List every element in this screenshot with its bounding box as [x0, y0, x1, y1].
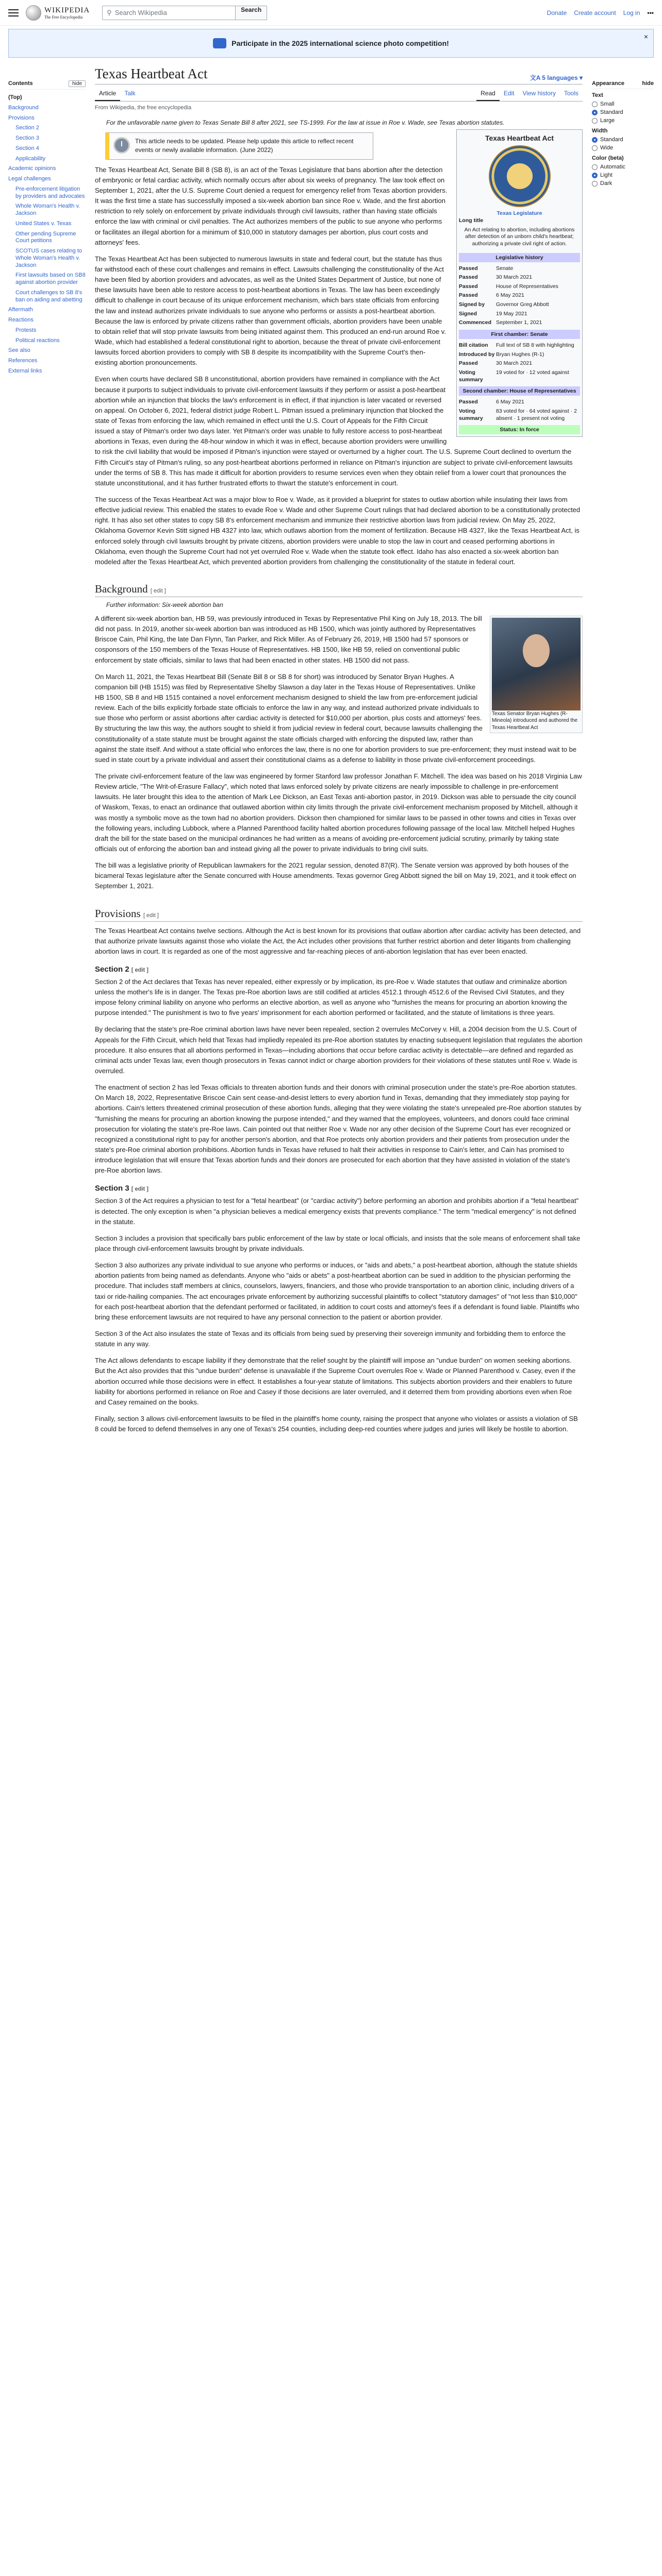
infobox [456, 129, 583, 437]
edit-link[interactable]: [ edit ] [131, 1186, 148, 1193]
appearance-option[interactable] [592, 116, 654, 125]
text-size-label: Text [592, 92, 603, 98]
search-input[interactable]: ⚲ Search Wikipedia [102, 6, 236, 20]
long-title-text: An Act relating to abortion, including abortions after detection of an unborn child's heartbeat; authorizing a private civil right of action. [464, 226, 575, 247]
page-tabs [95, 87, 583, 101]
toc-item[interactable]: Aftermath [8, 307, 33, 313]
infobox-row-label: Passed [459, 283, 478, 290]
toc-item[interactable]: SCOTUS cases relating to Whole Woman's Health v. Jackson [15, 248, 82, 268]
legislative-history-header: Legislative history [459, 253, 580, 262]
paragraph: The enactment of section 2 has led Texas officials to threaten abortion funds and their donors with criminal prosecution under the state's pre-Roe abortion statutes. On March 18, 2022, Representative Briscoe Cain sent cease-and-desist letters to every abortion fund in Texas, demanding that they immediately stop paying for abortions. Cain's letters threatened criminal prosecution of these abortion funds, alleging that they were violating the state's unrepealed pre-Roe abortion statutes by "furnishing the means for procuring an abortion knowing the purpose intended," and they warned that the employees, volunteers, and donors could face criminal prosecution for violating the state's pre-Roe laws. Cain pointed out that neither Roe v. Wade nor any other decision of the Supreme Court has ever recognized or recognized a constitutional right to pay for another person's abortion, and that Roe protects only abortion providers and their patients from prosecution under the state's pre-Roe criminal abortion prohibitions. Abortion funds in Texas have refused to halt their activities in response to Cain's letter, and Cain has promised to introduce legislation that will ensure that Texas abortion funds and their donors are prosecuted for each abortion that they have assisted in violation of the state's pre-Roe abortion laws. [95, 1083, 582, 1175]
toc-item[interactable]: See also [8, 347, 30, 354]
language-button[interactable]: 文A 5 languages ▾ [529, 74, 583, 81]
toc-item[interactable]: Political reactions [15, 337, 60, 344]
infobox-row [459, 398, 580, 407]
infobox-row-value: 19 May 2021 [496, 310, 527, 317]
toc-title: Contents [8, 80, 33, 87]
toc-item[interactable]: (Top) [8, 94, 22, 100]
infobox-row-value: Governor Greg Abbott [496, 301, 549, 308]
toc-item[interactable]: Section 4 [15, 145, 39, 151]
infobox-row-label: Passed [459, 360, 478, 367]
paragraph: By declaring that the state's pre-Roe criminal abortion laws have never been repealed, section 2 overrules McCorvey v. Hill, a 2004 decision from the U.S. Court of Appeals for the Fifth Circuit, which held that Texas had impliedly repealed its pre-Roe abortion statutes by enacting subsequent legislation that regulates the abortion procedure. It also ensures that all abortions performed in Texas—including abortions that occur before cardiac activity is detectable—are defined and regarded as criminal acts under Texas law, even though prosecutors in Texas cannot indict or charge abortion providers for their violations of these statutes until Roe v. Wade is overruled. [95, 1025, 583, 1075]
radio-icon [592, 101, 598, 107]
search-button[interactable]: Search [236, 6, 267, 20]
search-form [102, 6, 267, 20]
infobox-row-value: 6 May 2021 [496, 399, 524, 405]
paragraph: Finally, section 3 allows civil-enforcement lawsuits to be filed in the plaintiff's home county, raising the prospect that anyone who violates or assists a violation of SB 8 could be forced to defend themselves in any one of Texas's 254 counties, including deep-red counties where judges and juries will likely be hostile to abortion. [95, 1414, 578, 1433]
infobox-row [459, 282, 580, 292]
paragraph: The Texas Heartbeat Act, Senate Bill 8 (SB 8), is an act of the Texas Legislature that bans abortion after the detection of embryonic or fetal cardiac activity, which normally occurs after about six weeks of pregnancy. The law took effect on September 1, 2021, after the U.S. Supreme Court denied a request for emergency relief from Texas abortion providers. It was the first time a state has successfully imposed a six-week abortion ban since Roe v. Wade, and the first abortion restriction to rely solely on enforcement by private individuals through civil lawsuits, rather than having state officials enforce the law with criminal or civil penalties. The Act authorizes members of the public to sue anyone who performs or facilitates an illegal abortion for a minimum of $10,000 in statutory damages per abortion, plus court costs and attorneys' fees. [95, 165, 448, 246]
paragraph: On March 11, 2021, the Texas Heartbeat Bill (Senate Bill 8 or SB 8 for short) was introduced by Senator Bryan Hughes. A companion bill (HB 1515) was filed by Representative Shelby Slawson a day later in the Texas House of Representatives. Unlike HB 1500, SB 8 and HB 1515 contained a novel enforcement mechanism designed to shield the law from pre-enforcement judicial review. Each of the bills explicitly forbade state officials to enforce the law in any way, and instead authorized private individuals to sue those who perform or assist abortions after cardiac activity is detected for $10,000 per abortion, plus costs and attorneys' fees. By structuring the law this way, the authors sought to shield it from judicial review in federal court, because lawsuits challenging the constitutionality of a state statute must be brought against the state officials charged with enforcing the disputed law, rather than against the state itself. And without a state official who enforces the law, there is no one for abortion providers to sue pre-enforcement; they must instead wait to be sued in state court by a private individual and assert their constitutional claims as a defense to liability in those private civil-enforcement proceedings. [95, 672, 577, 764]
section-heading-background: Background [ edit ] [95, 583, 583, 597]
toc-item[interactable]: Academic opinions [8, 165, 56, 172]
color-label: Color (beta) [592, 155, 624, 161]
appearance-option-label: Small [600, 101, 615, 107]
hatnote: For the unfavorable name given to Texas Senate Bill 8 after 2021, see TS-1999. For the law at issue in Roe v. Wade, see Texas abortion statutes. [106, 119, 505, 126]
infobox-row-label: Voting summary [459, 408, 483, 421]
table-of-contents [8, 61, 86, 1440]
infobox-row-value: 83 voted for · 64 voted against · 2 absent · 1 present not voting [496, 408, 577, 421]
globe-icon [26, 5, 41, 21]
login-link[interactable]: Log in [623, 9, 640, 16]
status-badge: Status: In force [459, 425, 580, 434]
more-options-icon[interactable]: ••• [647, 9, 654, 16]
appearance-option[interactable] [592, 144, 654, 152]
tab-article[interactable]: Article [95, 87, 120, 101]
toc-item[interactable]: Other pending Supreme Court petitions [15, 230, 76, 244]
radio-icon [592, 181, 598, 187]
paragraph: The bill was a legislative priority of Republican lawmakers for the 2021 regular session, denoted 87(R). The Senate version was approved by both houses of the bicameral Texas legislature after the Senate concurred with House amendments. Texas governor Greg Abbott signed the bill on May 19, 2021, and it took effect on September 1, 2021. [95, 861, 576, 890]
paragraph: The Texas Heartbeat Act has been subjected to numerous lawsuits in state and federal court, but the statute has thus far withstood each of these court challenges and remains in effect. Lawsuits challenging the constitutionality of the Act have been filed by abortion providers and advocates, as well as the United States Department of Justice, but none of these lawsuits have been able to restore access to post-heartbeat abortions in Texas. The law has been exceedingly difficult to challenge in court because of its unique enforcement mechanism, which bars state officials from enforcing the law and instead authorizes private individuals to sue anyone who performs or assists a post-heartbeat abortion. Because the law is enforced by private citizens rather than government officials, abortion providers have been unable to obtain relief that will stop private lawsuits from being initiated against them. This produced an end-run around Roe v. Wade, which had established a federal constitutional right to abortion, because the threat of private civil-enforcement lawsuits forced abortion providers to comply with SB 8 despite its incompatibility with the Supreme Court's then-existing abortion pronouncements. [95, 255, 446, 367]
infobox-row [459, 300, 580, 310]
appearance-option-label: Dark [600, 180, 613, 187]
infobox-row [459, 310, 580, 319]
brand-subtitle: The Free Encyclopedia [44, 14, 83, 20]
tab-talk[interactable]: Talk [124, 90, 136, 97]
section-heading-section-3: Section 3 [ edit ] [95, 1184, 148, 1193]
toc-item[interactable]: Pre-enforcement litigation by providers and advocates [15, 185, 85, 199]
infobox-title: Texas Heartbeat Act [485, 134, 554, 142]
long-title-label: Long title [459, 217, 484, 224]
radio-icon [592, 145, 598, 151]
infobox-row-value: 19 voted for · 12 voted against [496, 369, 569, 376]
infobox-row-label: Passed [459, 265, 478, 272]
donate-link[interactable]: Donate [547, 9, 567, 16]
infobox-row-label: Passed [459, 399, 478, 405]
paragraph: Section 3 of the Act also insulates the state of Texas and its officials from being sued by preserving their sovereign immunity and forbidding them to enforce the statute in any way. [95, 1330, 566, 1348]
infobox-row-value: Bryan Hughes (R-1) [496, 351, 544, 358]
infobox-row-label: Signed by [459, 301, 485, 308]
infobox-row [459, 341, 580, 350]
radio-icon [592, 110, 598, 115]
infobox-row-value: September 1, 2021 [496, 319, 542, 326]
update-notice-text: This article needs to be updated. Please help update this article to reflect recent events or newly available information. (June 2022) [135, 138, 354, 154]
radio-icon [592, 164, 598, 170]
toc-item[interactable]: Provisions [8, 114, 35, 121]
toc-item[interactable]: Protests [15, 327, 37, 333]
width-label: Width [592, 128, 608, 134]
infobox-row-label: Voting summary [459, 369, 483, 383]
wikipedia-logo[interactable] [26, 5, 90, 21]
appearance-option[interactable] [592, 179, 654, 188]
infobox-row [459, 264, 580, 274]
further-info: Further information: Six-week abortion ban [106, 601, 223, 608]
infobox-row-label: Commenced [459, 319, 492, 326]
toc-item[interactable]: Whole Woman's Health v. Jackson [15, 203, 80, 216]
radio-icon [592, 173, 598, 178]
appearance-option[interactable] [592, 163, 654, 171]
close-icon[interactable]: × [643, 32, 648, 41]
infobox-row-value: Senate [496, 265, 514, 272]
toc-item[interactable]: References [8, 358, 38, 364]
edit-link[interactable]: [ edit ] [131, 967, 148, 973]
appearance-panel [592, 61, 654, 1440]
tab-tools[interactable]: Tools [564, 90, 578, 97]
paragraph: A different six-week abortion ban, HB 59, was previously introduced in Texas by Representative Phil King on July 18, 2013. The bill did not pass. In 2019, another six-week abortion ban was introduced as HB 1500, which was jointly authored by Representatives Briscoe Cain, Phil King, the late Dan Flynn, Tan Parker, and Rick Miller. As of February 26, 2019, HB 1500 had 57 sponsors or cosponsors of the 150 members of the Texas House of Representatives. HB 1500, like HB 59, relied on conventional public enforcement by state officials, similar to laws that had been enacted in other states. HB 1500 did not pass. [95, 614, 482, 664]
user-links [547, 9, 654, 16]
infobox-row [459, 291, 580, 300]
toc-item[interactable]: Section 3 [15, 135, 39, 141]
appearance-option-label: Light [600, 172, 613, 178]
toc-item[interactable]: Reactions [8, 317, 34, 323]
tab-view-history[interactable]: View history [522, 90, 556, 97]
bryan-hughes-photo[interactable] [492, 618, 581, 710]
paragraph: The Texas Heartbeat Act contains twelve sections. Although the Act is best known for its provisions that outlaw abortion after cardiac activity has been detected, and that authorize private lawsuits against those who violate the Act, the Act includes other provisions that further restrict abortion and deter litigants from challenging abortion laws in court. It is regarded as one of the most aggressive and far-reaching pieces of anti-abortion legislation that has ever been enacted. [95, 926, 581, 955]
site-header [0, 0, 662, 26]
appearance-option[interactable] [592, 135, 654, 144]
paragraph: Section 3 also authorizes any private individual to sue anyone who performs or induces, or "aids and abets," a post-heartbeat abortion, although the statute shields abortion patients from being named as defendants. Anyone who "aids or abets" a post-heartbeat abortion can be sued in addition to the physician performing the procedure. That includes staff members at clinics, counselors, lawyers, financiers, and those who provide transportation to an abortion clinic, including drivers of a taxi or ride-hailing companies. The act encourages private enforcement by authorizing successful plaintiffs to collect "statutory damages" of "not less than $10,000" for each post-heartbeat abortion that the defendant performed or facilitated, in addition to court costs and attorney's fees if a defendant is found liable. Plaintiffs who bring these enforcement lawsuits are not required to have any personal connection to the patient or abortion provider. [95, 1261, 580, 1321]
infobox-row [459, 318, 580, 328]
infobox-row-value: House of Representatives [496, 283, 558, 290]
paragraph: Section 3 includes a provision that specifically bars public enforcement of the law by state or local officials, and insists that the sole means of enforcement shall take place through civil-enforcement lawsuits brought by private individuals. [95, 1234, 581, 1253]
main-content [86, 61, 592, 1440]
section-heading-provisions: Provisions [ edit ] [95, 907, 583, 922]
infobox-row-value: Full text of SB 8 with highlighting [496, 342, 574, 349]
tagline: From Wikipedia, the free encyclopedia [95, 105, 192, 111]
infobox-row [459, 407, 580, 423]
infobox-row-label: Passed [459, 274, 478, 281]
section-heading-section-2: Section 2 [ edit ] [95, 964, 148, 974]
appearance-option-label: Wide [600, 145, 614, 151]
infobox-row-label: Signed [459, 310, 477, 317]
infobox-row-label: Bill citation [459, 342, 488, 349]
toc-hide-button[interactable]: hide [69, 80, 86, 87]
appearance-option-label: Large [600, 117, 615, 124]
appearance-option[interactable] [592, 171, 654, 179]
first-chamber-header: First chamber: Senate [459, 330, 580, 339]
tab-read[interactable]: Read [476, 87, 500, 101]
search-icon: ⚲ [107, 8, 112, 16]
tab-edit[interactable]: Edit [503, 90, 515, 97]
appearance-option-label: Standard [600, 109, 623, 115]
paragraph: Section 2 of the Act declares that Texas has never repealed, either expressly or by implication, its pre-Roe v. Wade statutes that outlaw and criminalize abortion unless the mother's life is in danger. The Texas pre-Roe abortion laws are still codified at articles 4512.1 through 4512.6 of the Revised Civil Statutes, and they impose felony criminal liability on anyone who performs an elective abortion, as well as anyone who "furnishes the means for procuring an abortion knowing the purpose intended." The punishment is two to five years' imprisonment for each abortion performed or facilitated, and the statute of limitations is three years. [95, 977, 567, 1017]
second-chamber-header: Second chamber: House of Representatives [459, 386, 580, 396]
page-title: Texas Heartbeat Act [95, 66, 208, 81]
toc-item[interactable]: Court challenges to SB 8's ban on aiding and abetting [15, 289, 82, 303]
site-notice-banner [8, 29, 654, 58]
infobox-row [459, 350, 580, 360]
toc-item[interactable]: Background [8, 104, 39, 111]
infobox-row-label: Introduced by [459, 351, 495, 358]
texas-seal-image[interactable] [489, 145, 551, 207]
appearance-option-label: Automatic [600, 164, 625, 170]
radio-icon [592, 137, 598, 143]
update-notice [105, 132, 373, 160]
create-account-link[interactable]: Create account [574, 9, 616, 16]
infobox-row [459, 368, 580, 384]
appearance-option[interactable] [592, 100, 654, 108]
infobox-row-label: Passed [459, 292, 478, 299]
infobox-row-value: 6 May 2021 [496, 292, 524, 299]
infobox-row-value: 30 March 2021 [496, 360, 533, 367]
brand-title: WIKIPEDIA [44, 6, 90, 14]
paragraph: The success of the Texas Heartbeat Act was a major blow to Roe v. Wade, as it provided a blueprint for states to outlaw abortion while insulating their laws from effective judicial review. This enabled the states to evade Roe v. Wade and other Supreme Court rulings that had declared abortion to be a constitutionally protected right. It has also set other states to copy SB 8's enforcement mechanism and immunize their restrictive abortion laws from judicial review. On May 25, 2022, Oklahoma Governor Kevin Stitt signed HB 4327 into law, which outlaws abortion from the moment of fertilization. Because HB 4327, like the Texas Heartbeat Act, is enforced solely through civil lawsuits brought by private citizens, abortion providers were unable to stop the law in court and ceased performing abortions in Oklahoma, even though the Supreme Court had not yet overruled Roe v. Wade when the statute took effect. Idaho has also enacted a six-week abortion ban modeled after the Texas Heartbeat Act, which prevented abortion providers from challenging the constitutionality of the statute in federal court. [95, 496, 581, 566]
toc-item[interactable]: First lawsuits based on SB8 against abortion provider [15, 272, 86, 285]
toc-item[interactable]: External links [8, 367, 42, 374]
radio-icon [592, 118, 598, 124]
camera-icon [213, 38, 226, 48]
infobox-row [459, 359, 580, 368]
paragraph: The Act allows defendants to escape liability if they demonstrate that the relief sought by the plaintiff will impose an "undue burden" on women seeking abortions. But the Act also provides that this "undue burden" defense is unavailable if the Supreme Court overrules Roe v. Wade or Planned Parenthood v. Casey, even if the abortion occurred while those decisions were in effect. It establishes a four-year statute of limitations. This subjects abortion providers and their enablers to future liability for abortions performed in reliance on Roe and Casey if those decisions are later overruled, and it deterred them from providing abortions even when Roe and Casey remained on the books. [95, 1357, 576, 1406]
paragraph: The private civil-enforcement feature of the law was engineered by former Stanford law professor Jonathan F. Mitchell. The idea was based on his 2018 Virginia Law Review article, "The Writ-of-Erasure Fallacy", which noted that laws enforced solely by private citizens are nearly impossible to challenge in pre-enforcement lawsuits. He later brought this idea to the attention of Mark Lee Dickson, an East Texas anti-abortion pastor, in 2019. Dickson was able to persuade the city council of Waskom, Texas, to enact an ordinance that outlawed abortion within city limits through the private civil-enforcement mechanism proposed by Mitchell, although it was mostly a symbolic move as the town had no abortion providers. Dickson then championed for similar laws to be passed in other towns and cities in Texas over the following years, including Lubbock, where a Planned Parenthood facility halted abortion procedures following passage of the local law. Mitchell helped Hughes draft the bill for the state based on the municipal ordinances he had written as a means of avoiding pre-enforcement judicial scrutiny, primarily by taking state officials out of enforcing the abortion ban and instead giving all the power to private individuals to bring civil suits. [95, 772, 582, 853]
toc-item[interactable]: Legal challenges [8, 176, 51, 182]
appearance-option-label: Standard [600, 137, 623, 143]
toc-item[interactable]: United States v. Texas [15, 220, 72, 227]
toc-item[interactable]: Applicability [15, 155, 46, 162]
photo-figure [490, 616, 583, 734]
paragraph: Even when courts have declared SB 8 unconstitutional, abortion providers have remained in compliance with the Act because it purports to subject individuals to private civil-enforcement lawsuits if they perform or assist a post-heartbeat abortion while an injunction that blocks the law's enforcement is in effect, if that injunction is later vacated or reversed on appeal. On October 6, 2021, federal district judge Robert L. Pitman issued a preliminary injunction that blocked the state of Texas from enforcing the law, which remained in effect until the U.S. Court of Appeals for the Fifth Circuit issued a stay of Pitman's order two days later. Yet Pitman's order was unable to fully restore access to post-heartbeat abortions in Texas, even during the 48-hour window in which it was in effect, because abortion providers were unwilling to risk the civil liability that would be imposed if Pitman's injunction were stayed or overturned by a higher court. The U.S. Supreme Court declined to overturn the Fifth Circuit's stay of Pitman's ruling, so any post-heartbeat abortions performed in reliance on Pitman's injunction are subject to private civil-enforcement lawsuits under the terms of SB 8. This has made it difficult for abortion providers to resume services even when they obtain relief from a lower court that pronounces the statute unconstitutional, and it has further frustrated efforts to thwart the statute's enforcement in court. [95, 375, 573, 487]
paragraph: Section 3 of the Act requires a physician to test for a "fetal heartbeat" (or "cardiac activity") before performing an abortion and prohibits abortion if a "fetal heartbeat" is detected. The only exception is when "a physician believes a medical emergency exists that prevents compliance." The term "medical emergency" is not defined in the statute. [95, 1197, 579, 1226]
clock-icon [113, 137, 130, 154]
main-menu-icon[interactable] [8, 9, 19, 16]
infobox-row-value: 30 March 2021 [496, 274, 533, 281]
edit-link[interactable]: [ edit ] [143, 912, 159, 919]
toc-item[interactable]: Section 2 [15, 125, 39, 131]
appearance-hide-button[interactable]: hide [642, 80, 654, 87]
photo-caption: Texas Senator Bryan Hughes (R-Mineola) introduced and authored the Texas Heartbeat Act [492, 710, 578, 731]
infobox-legislature[interactable]: Texas Legislature [496, 210, 542, 216]
appearance-option[interactable] [592, 108, 654, 116]
infobox-row [459, 273, 580, 282]
appearance-title: Appearance [592, 80, 624, 87]
edit-link[interactable]: [ edit ] [150, 587, 166, 594]
banner-text[interactable]: Participate in the 2025 international science photo competition! [231, 39, 449, 47]
